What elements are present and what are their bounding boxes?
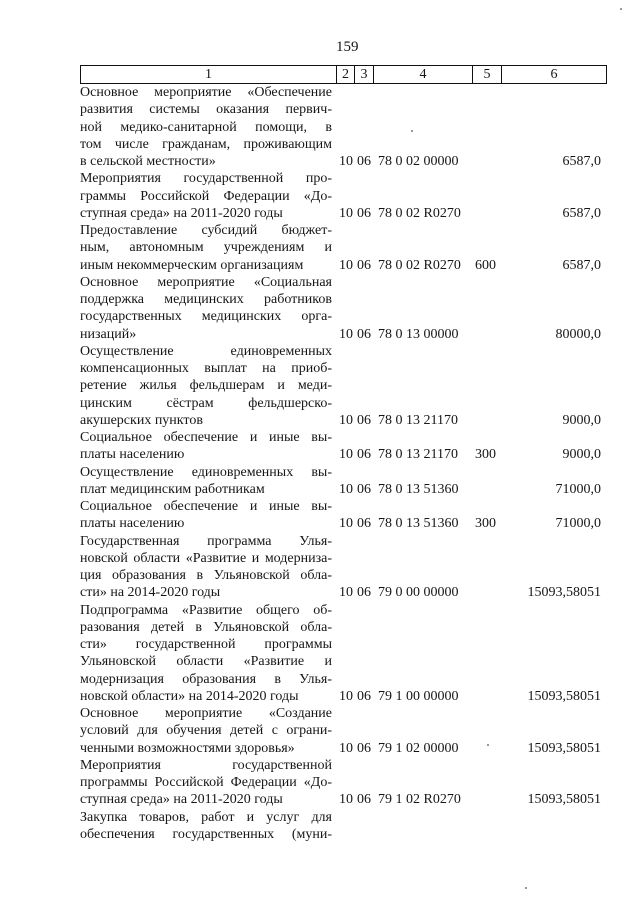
description-line: том числе гражданам, проживающим bbox=[80, 136, 332, 152]
subsection-code: 06 bbox=[357, 585, 371, 601]
description-line: ретение жилья фельдшерам и меди- bbox=[80, 378, 332, 394]
description-line: сти» государственной программы bbox=[80, 637, 332, 652]
section-code: 10 bbox=[339, 412, 353, 428]
target-item-code: 78 0 13 51360 bbox=[378, 481, 459, 497]
table-row bbox=[80, 464, 607, 499]
expense-type-code bbox=[473, 326, 502, 343]
table-row bbox=[80, 809, 607, 844]
section-code: 10 bbox=[339, 205, 353, 221]
description-line: платы населению bbox=[80, 447, 185, 463]
header-col-2: 2 bbox=[337, 66, 355, 83]
target-item-code: 78 0 02 R0270 bbox=[378, 205, 461, 221]
description-line: Предоставление субсидий бюджет- bbox=[80, 223, 332, 238]
target-item-code: 79 1 00 00000 bbox=[378, 688, 459, 704]
table-row bbox=[80, 170, 607, 222]
row-description bbox=[80, 84, 332, 170]
table-row bbox=[80, 498, 607, 533]
subsection-code: 06 bbox=[357, 740, 371, 756]
description-line: Осуществление единовременных bbox=[80, 343, 332, 359]
amount: 71000,0 bbox=[555, 516, 601, 532]
table-row bbox=[80, 602, 607, 706]
description-line: граммы Российской Федерации «До- bbox=[80, 188, 332, 204]
row-description bbox=[80, 222, 332, 274]
table-row bbox=[80, 222, 607, 274]
section-code: 10 bbox=[339, 516, 353, 532]
subsection-code: 06 bbox=[357, 205, 371, 221]
section-code: 10 bbox=[339, 740, 353, 756]
description-line: условий для обучения детей с ограни- bbox=[80, 723, 332, 739]
subsection-code: 06 bbox=[357, 326, 371, 342]
description-line: государственных медицинских орга- bbox=[80, 309, 332, 325]
target-item-code: 78 0 13 51360 bbox=[378, 516, 459, 532]
description-line: ной медико-санитарной помощи, в bbox=[80, 119, 332, 135]
subsection-code: 06 bbox=[357, 516, 371, 532]
amount: 9000,0 bbox=[562, 412, 601, 428]
description-line: новской области» на 2014-2020 годы bbox=[80, 688, 299, 704]
expense-type-code: 600 bbox=[475, 257, 496, 273]
row-description bbox=[80, 809, 332, 844]
description-line: плат медицинским работникам bbox=[80, 481, 265, 497]
expense-type-code bbox=[473, 412, 502, 429]
section-code: 10 bbox=[339, 154, 353, 169]
amount: 15093,58051 bbox=[527, 740, 601, 756]
section-code: 10 bbox=[339, 688, 353, 704]
description-line: Осуществление единовременных вы- bbox=[80, 464, 332, 480]
description-line: платы населению bbox=[80, 516, 185, 532]
section-code: 10 bbox=[339, 585, 353, 601]
description-line: ступная среда» на 2011-2020 годы bbox=[80, 792, 283, 808]
target-item-code: 78 0 13 21170 bbox=[378, 412, 458, 428]
expense-type-code bbox=[473, 791, 502, 808]
description-line: акушерских пунктов bbox=[80, 412, 203, 428]
description-line: Социальное обеспечение и иные вы- bbox=[80, 499, 332, 514]
row-description bbox=[80, 533, 332, 602]
section-code: 10 bbox=[339, 792, 353, 808]
table-row bbox=[80, 533, 607, 602]
expense-type-code bbox=[473, 688, 502, 705]
scan-speck bbox=[525, 887, 527, 889]
subsection-code: 06 bbox=[357, 257, 371, 273]
description-line: Основное мероприятие «Создание bbox=[80, 706, 332, 721]
description-line: Социальное обеспечение и иные вы- bbox=[80, 430, 332, 445]
description-line: Мероприятия государственной про- bbox=[80, 171, 332, 187]
description-line: цинским сёстрам фельдшерско- bbox=[80, 395, 332, 411]
description-line: сти» на 2014-2020 годы bbox=[80, 585, 221, 601]
table-header bbox=[80, 65, 607, 84]
row-description bbox=[80, 343, 332, 429]
amount: 9000,0 bbox=[562, 447, 601, 463]
row-description bbox=[80, 464, 332, 499]
description-line: развития системы оказания первич- bbox=[80, 102, 332, 118]
subsection-code: 06 bbox=[357, 481, 371, 497]
description-line: Основное мероприятие «Социальная bbox=[80, 274, 332, 290]
description-line: модернизация образования в Улья- bbox=[80, 671, 332, 687]
expense-type-code bbox=[473, 153, 502, 170]
description-line: разования детей в Ульяновской обла- bbox=[80, 619, 332, 635]
table-row bbox=[80, 84, 607, 170]
target-item-code: 79 0 00 00000 bbox=[378, 585, 459, 601]
expense-type-code bbox=[473, 481, 502, 498]
subsection-code: 06 bbox=[357, 688, 371, 704]
amount: 6587,0 bbox=[562, 205, 601, 221]
target-item-code: 78 0 02 00000 bbox=[378, 154, 459, 169]
description-line: обеспечения государственных (муни- bbox=[80, 826, 332, 842]
amount: 15093,58051 bbox=[527, 792, 601, 808]
header-col-3: 3 bbox=[355, 66, 374, 83]
description-line: иным некоммерческим организациям bbox=[80, 257, 304, 273]
section-code: 10 bbox=[339, 257, 353, 273]
description-line: Государственная программа Улья- bbox=[80, 533, 332, 549]
table-row bbox=[80, 343, 607, 429]
subsection-code: 06 bbox=[357, 792, 371, 808]
description-line: ступная среда» на 2011-2020 годы bbox=[80, 205, 283, 221]
amount: 6587,0 bbox=[562, 257, 601, 273]
expense-type-code bbox=[473, 740, 502, 757]
subsection-code: 06 bbox=[357, 154, 371, 169]
description-line: Основное мероприятие «Обеспечение bbox=[80, 85, 332, 100]
row-description bbox=[80, 429, 332, 464]
header-col-6: 6 bbox=[502, 66, 607, 83]
scan-speck bbox=[411, 130, 413, 132]
description-line: в сельской местности» bbox=[80, 154, 216, 169]
subsection-code: 06 bbox=[357, 447, 371, 463]
table-row bbox=[80, 705, 607, 757]
amount: 6587,0 bbox=[562, 154, 601, 169]
header-col-4: 4 bbox=[374, 66, 473, 83]
row-description bbox=[80, 602, 332, 706]
target-item-code: 78 0 13 21170 bbox=[378, 447, 458, 463]
description-line: Ульяновской области «Развитие и bbox=[80, 654, 332, 670]
description-line: программы Российской Федерации «До- bbox=[80, 775, 332, 790]
row-description bbox=[80, 274, 332, 343]
expense-type-code: 300 bbox=[475, 516, 496, 532]
expense-type-code bbox=[473, 205, 502, 222]
section-code: 10 bbox=[339, 481, 353, 497]
target-item-code: 78 0 02 R0270 bbox=[378, 257, 461, 273]
table-row bbox=[80, 274, 607, 343]
table-row bbox=[80, 429, 607, 464]
amount: 15093,58051 bbox=[527, 688, 601, 704]
description-line: ченными возможностями здоровья» bbox=[80, 740, 295, 756]
description-line: поддержка медицинских работников bbox=[80, 292, 332, 307]
description-line: новской области «Развитие и модерниза- bbox=[80, 550, 332, 566]
row-description bbox=[80, 757, 332, 809]
row-description bbox=[80, 498, 332, 533]
description-line: компенсационных выплат на приоб- bbox=[80, 361, 332, 376]
description-line: низаций» bbox=[80, 326, 137, 342]
description-line: Мероприятия государственной bbox=[80, 757, 332, 773]
table-row bbox=[80, 757, 607, 809]
scan-speck bbox=[620, 8, 622, 10]
amount: 80000,0 bbox=[555, 326, 601, 342]
header-col-1: 1 bbox=[81, 66, 337, 83]
target-item-code: 79 1 02 00000 bbox=[378, 740, 459, 756]
target-item-code: 78 0 13 00000 bbox=[378, 326, 459, 342]
row-description bbox=[80, 705, 332, 757]
row-description bbox=[80, 170, 332, 222]
amount: 71000,0 bbox=[555, 481, 601, 497]
description-line: ция образования в Ульяновской обла- bbox=[80, 568, 332, 583]
description-line: Подпрограмма «Развитие общего об- bbox=[80, 602, 332, 618]
expense-type-code bbox=[473, 584, 502, 601]
section-code: 10 bbox=[339, 447, 353, 463]
description-line: Закупка товаров, работ и услуг для bbox=[80, 809, 332, 825]
expense-type-code: 300 bbox=[475, 447, 496, 463]
page-number: 159 bbox=[336, 39, 359, 55]
table-body bbox=[80, 84, 607, 843]
section-code: 10 bbox=[339, 326, 353, 342]
subsection-code: 06 bbox=[357, 412, 371, 428]
amount: 15093,58051 bbox=[527, 585, 601, 601]
description-line: ным, автономным учреждениям и bbox=[80, 240, 332, 256]
header-col-5: 5 bbox=[473, 66, 502, 83]
scan-speck bbox=[487, 744, 489, 746]
target-item-code: 79 1 02 R0270 bbox=[378, 792, 461, 808]
